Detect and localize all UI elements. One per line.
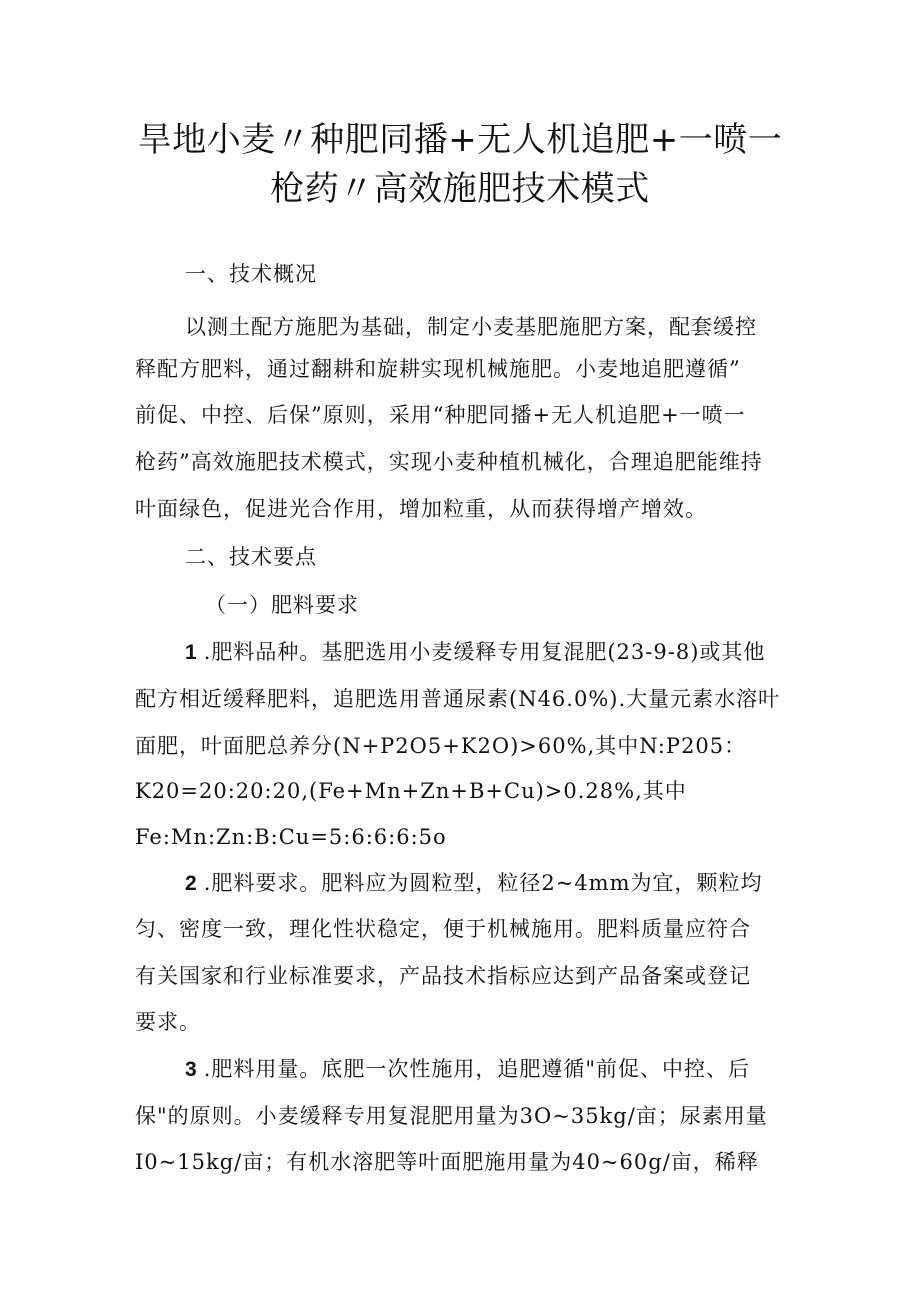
paragraph-line: 以测土配方施肥为基础，制定小麦基肥施肥方案，配套缓控 [185, 315, 757, 339]
paragraph-line: Fe:Mn:Zn:B:Cu=5:6:6:6:5o [135, 825, 447, 849]
item-text: .肥料要求。肥料应为圆粒型，粒径2~4mm为宜，颗粒均 [203, 871, 763, 895]
paragraph-line: 匀、密度一致，理化性状稳定，便于机械施用。肥料质量应符合 [135, 917, 751, 941]
item-number: 1 [185, 641, 198, 664]
item-text: .肥料品种。基肥选用小麦缓释专用复混肥(23-9-8)或其他 [203, 640, 766, 664]
item-2-first-line [185, 868, 845, 899]
subsection-heading-fertilizer: （一）肥料要求 [205, 593, 359, 617]
paragraph-line: K20=20:20:20,(Fe+Mn+Zn+B+Cu)>0.28%,其中 [135, 779, 687, 803]
item-3-first-line [185, 1054, 845, 1085]
item-number: 3 [185, 1058, 198, 1081]
paragraph-line: 配方相近缓释肥料，追肥选用普通尿素(N46.0%).大量元素水溶叶 [135, 687, 781, 711]
item-number: 2 [185, 872, 198, 895]
section-heading-overview: 一、技术概况 [185, 262, 317, 286]
paragraph-line: 枪药”高效施肥技术模式，实现小麦种植机械化，合理追肥能维持 [135, 450, 763, 474]
title-line-1: 旱地小麦〃种肥同播+无人机追肥+一喷一 [137, 120, 783, 160]
title-line-2: 枪药〃高效施肥技术模式 [270, 169, 650, 209]
paragraph-line: I0~15kg/亩；有机水溶肥等叶面肥施用量为40~60g∕亩，稀释 [135, 1150, 759, 1174]
paragraph-line: 释配方肥料，通过翻耕和旋耕实现机械施肥。小麦地追肥遵循” [135, 357, 741, 381]
item-text: .肥料用量。底肥一次性施用，追肥遵循"前促、中控、后 [203, 1057, 751, 1081]
paragraph-line: 保"的原则。小麦缓释专用复混肥用量为3O~35kg/亩；尿素用量 [135, 1104, 768, 1128]
paragraph-line: 要求。 [135, 1010, 201, 1034]
item-1-first-line [185, 637, 845, 668]
paragraph-line: 面肥，叶面肥总养分(N+P2O5+K2O)>60%,其中N:P205： [135, 734, 747, 758]
paragraph-line: 叶面绿色，促进光合作用，增加粒重，从而获得增产增效。 [135, 497, 707, 521]
section-heading-key-points: 二、技术要点 [185, 545, 317, 569]
paragraph-line: 前促、中控、后保”原则，采用“种肥同播+无人机追肥+一喷一 [135, 403, 746, 427]
paragraph-line: 有关国家和行业标准要求，产品技术指标应达到产品备案或登记 [135, 964, 751, 988]
